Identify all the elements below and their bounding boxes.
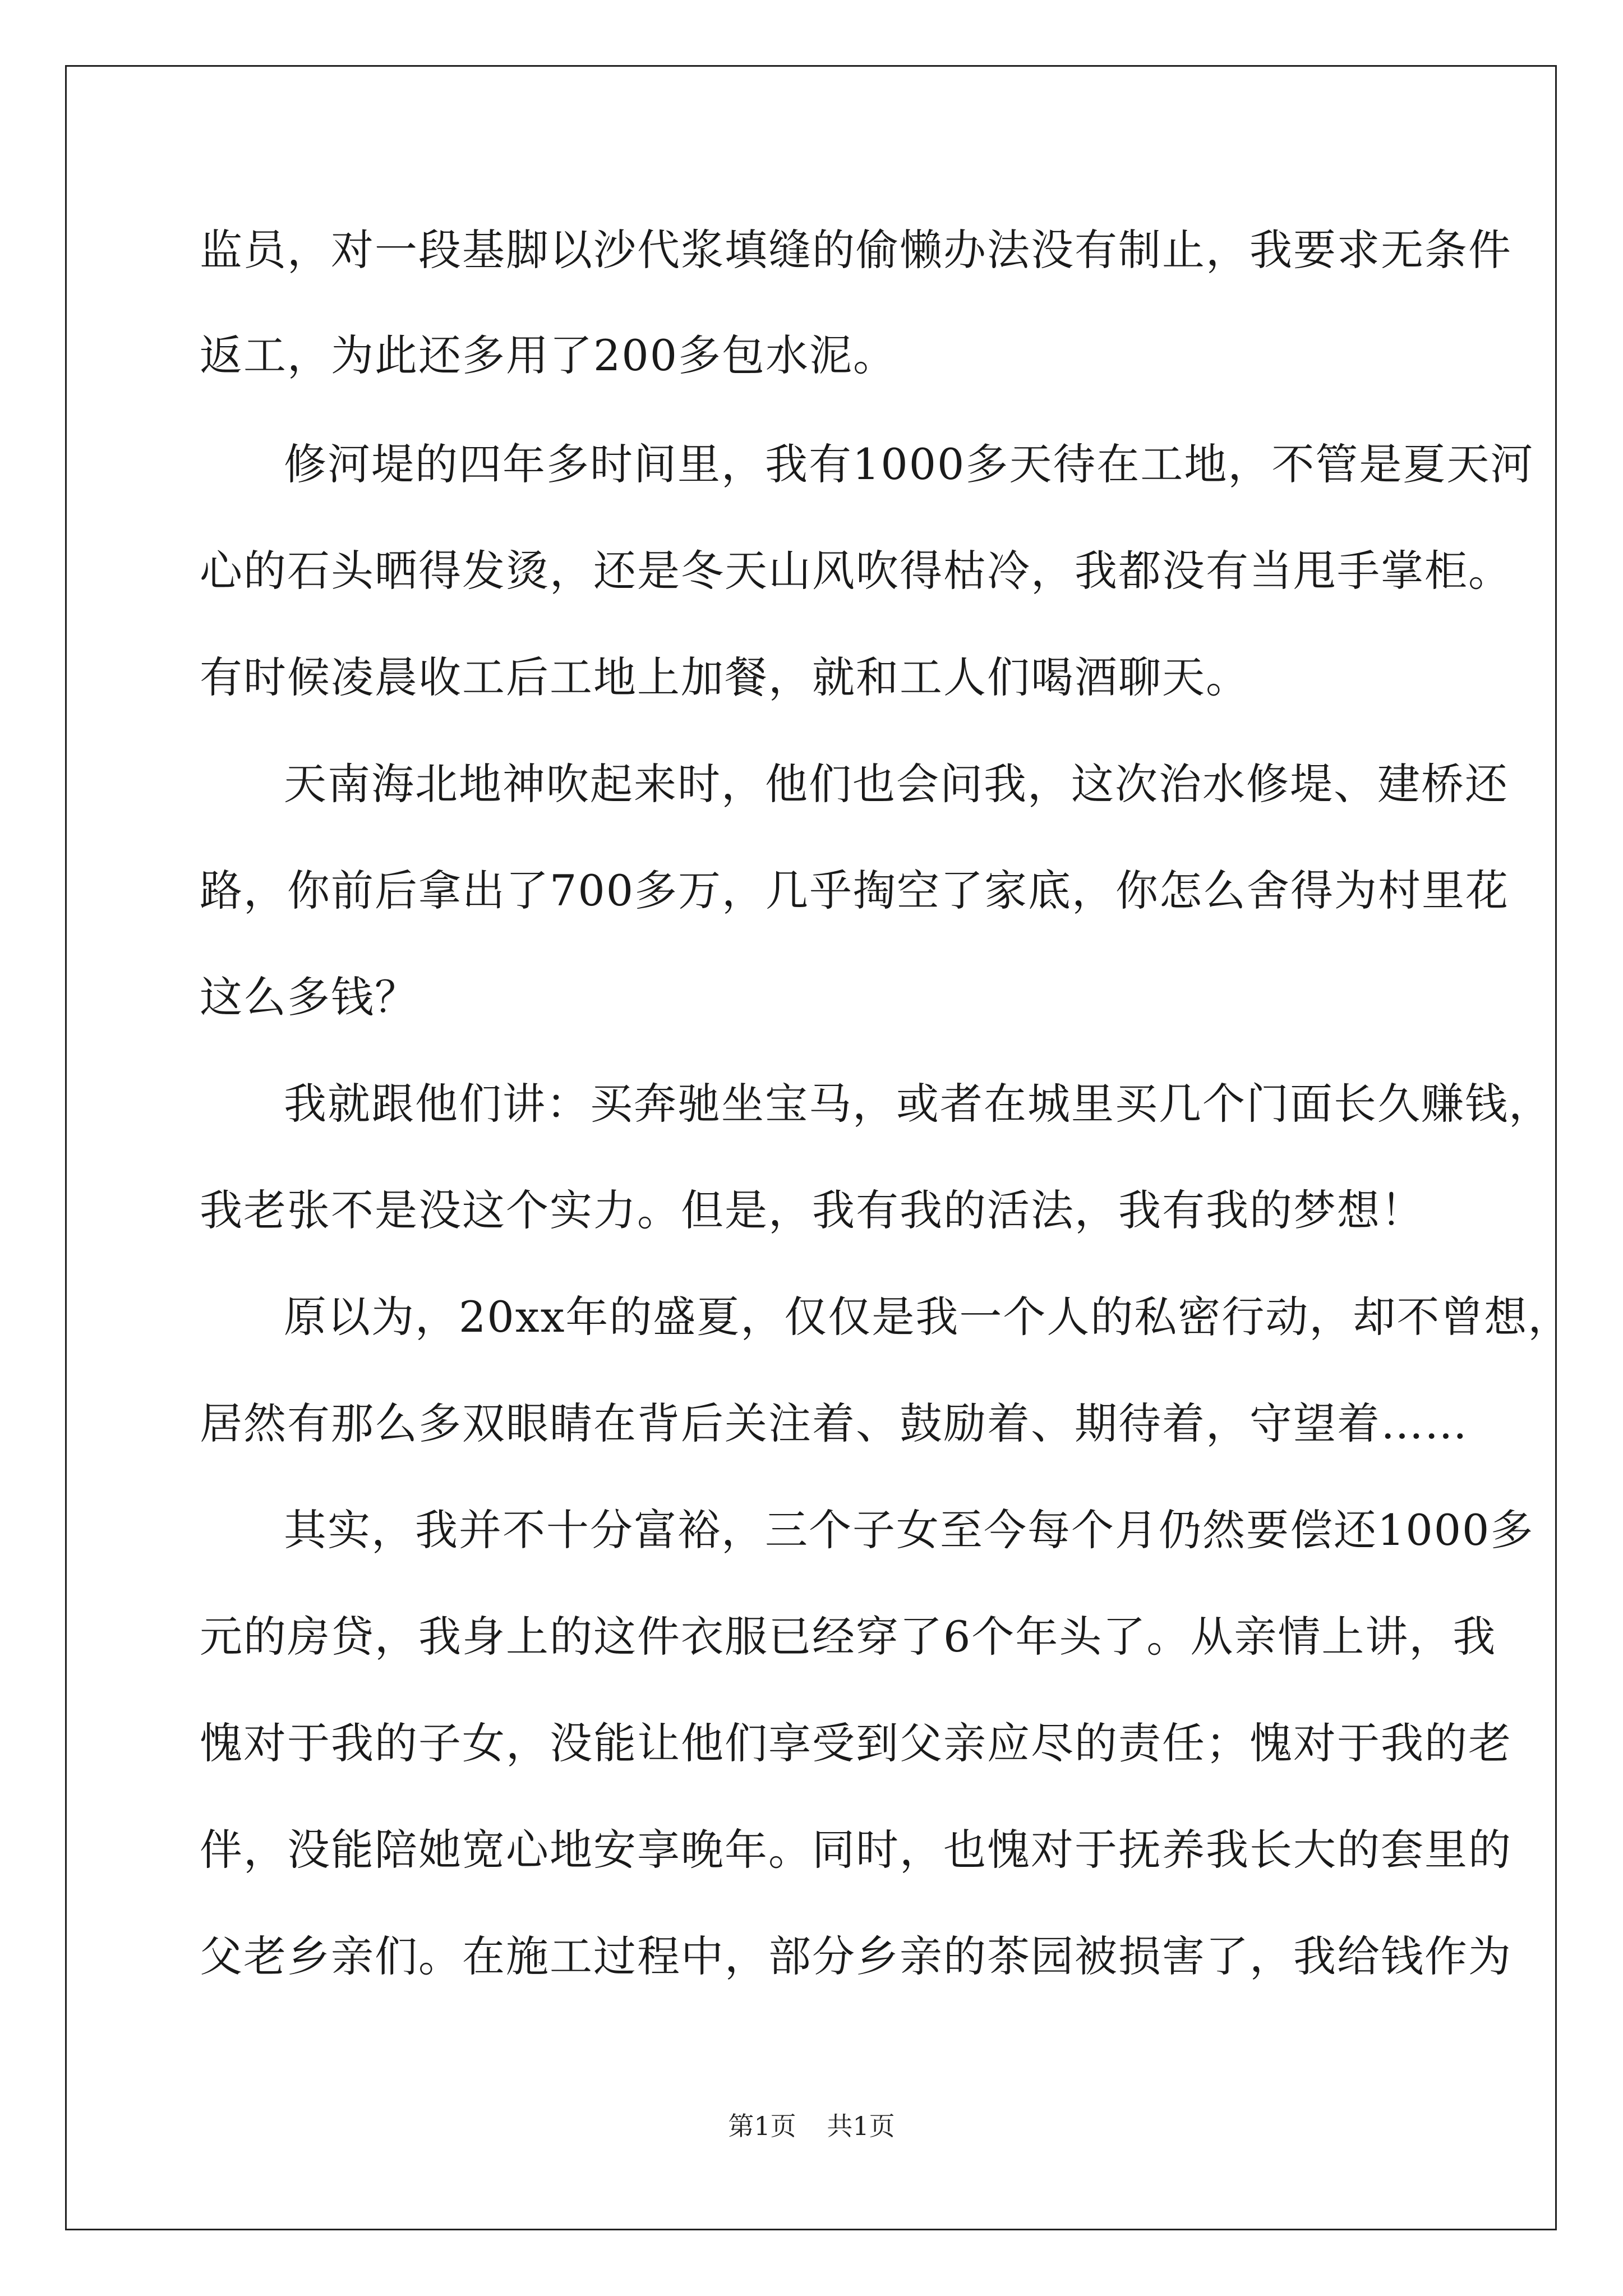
text-line: 修河堤的四年多时间里，我有1000多天待在工地，不管是夏天河 bbox=[284, 439, 1534, 489]
text-line: 心的石头晒得发烫，还是冬天山风吹得枯冷，我都没有当甩手掌柜。 bbox=[200, 546, 1512, 596]
page-footer bbox=[0, 2109, 1623, 2143]
text-line: 天南海北地神吹起来时，他们也会问我，这次治水修堤、建桥还 bbox=[284, 759, 1509, 809]
text-line: 居然有那么多双眼睛在背后关注着、鼓励着、期待着，守望着…… bbox=[200, 1398, 1468, 1448]
text-line: 原以为，20xx年的盛夏，仅仅是我一个人的私密行动，却不曾想， bbox=[284, 1292, 1572, 1342]
text-line: 路，你前后拿出了700多万，几乎掏空了家底，你怎么舍得为村里花 bbox=[200, 866, 1510, 915]
text-line: 返工，为此还多用了200多包水泥。 bbox=[200, 330, 897, 380]
text-line: 监员，对一段基脚以沙代浆填缝的偷懒办法没有制止，我要求无条件 bbox=[200, 225, 1512, 275]
text-line: 有时候凌晨收工后工地上加餐，就和工人们喝酒聊天。 bbox=[200, 652, 1249, 702]
text-line: 愧对于我的子女，没能让他们享受到父亲应尽的责任；愧对于我的老 bbox=[200, 1718, 1512, 1768]
page-border bbox=[65, 65, 1557, 2230]
text-line: 我老张不是没这个实力。但是，我有我的活法，我有我的梦想！ bbox=[200, 1185, 1424, 1235]
page-number: 第1页 bbox=[728, 2111, 796, 2141]
page-total: 共1页 bbox=[827, 2111, 895, 2141]
text-line: 其实，我并不十分富裕，三个子女至今每个月仍然要偿还1000多 bbox=[284, 1505, 1534, 1555]
text-line: 元的房贷，我身上的这件衣服已经穿了6个年头了。从亲情上讲，我 bbox=[200, 1612, 1497, 1662]
text-line: 父老乡亲们。在施工过程中，部分乡亲的茶园被损害了，我给钱作为 bbox=[200, 1931, 1512, 1981]
text-line: 我就跟他们讲：买奔驰坐宝马，或者在城里买几个门面长久赚钱， bbox=[284, 1079, 1552, 1129]
text-line: 伴，没能陪她宽心地安享晚年。同时，也愧对于抚养我长大的套里的 bbox=[200, 1825, 1512, 1875]
text-line: 这么多钱？ bbox=[200, 972, 418, 1022]
